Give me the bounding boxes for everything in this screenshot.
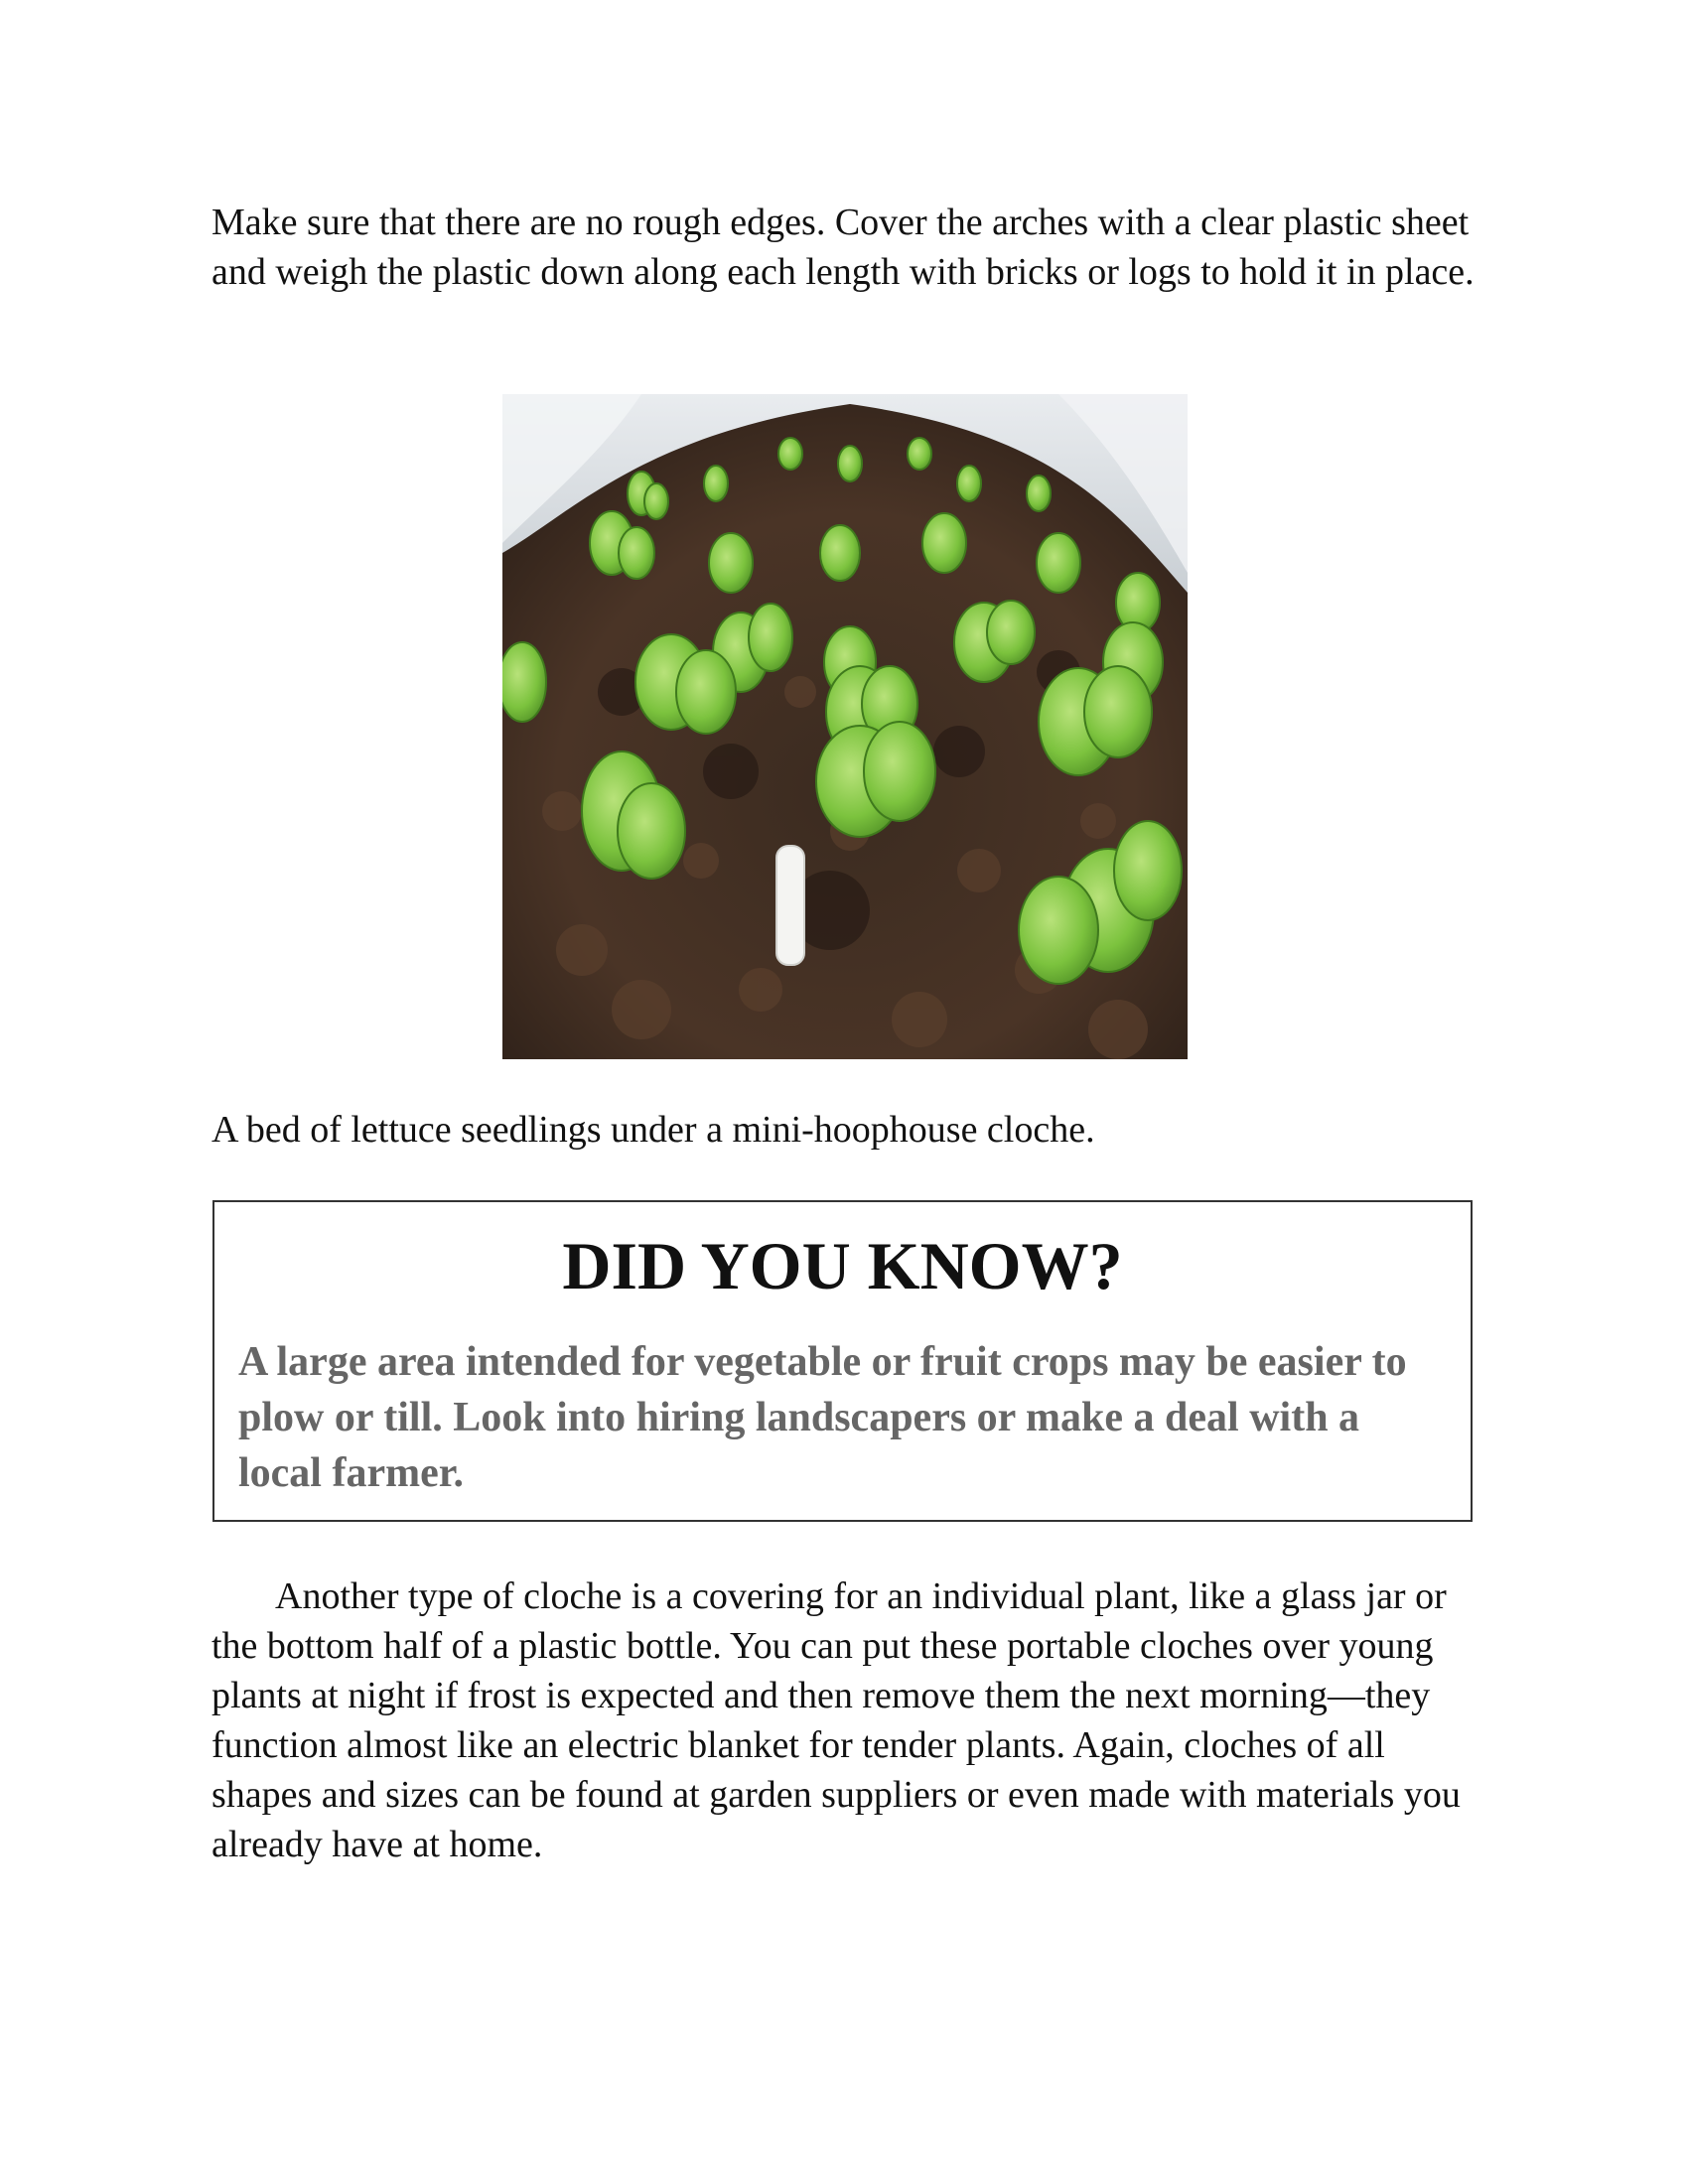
- did-you-know-body: A large area intended for vegetable or fruit crops may be easier to plow or till. Look into hiring landscapers or make a deal with a local farmer.: [238, 1339, 1407, 1496]
- did-you-know-box: [212, 1200, 1473, 1522]
- did-you-know-title: DID YOU KNOW?: [562, 1228, 1123, 1303]
- figure-caption: A bed of lettuce seedlings under a mini-hoophouse cloche.: [211, 1109, 1095, 1151]
- main-paragraph: Another type of cloche is a covering for an individual plant, like a glass jar or the bottom half of a plastic bottle. You can put these portable cloches over young plants at night if frost is expected and then remove them the next morning—they function almost like an electric blanket for tender plants. Again, cloches of all shapes and sizes can be found at garden suppliers or even made with materials you already have at home.: [211, 1575, 1461, 1865]
- intro-paragraph: Make sure that there are no rough edges. Cover the arches with a clear plastic sheet and weigh the plastic down along each length with bricks or logs to hold it in place.: [211, 202, 1475, 293]
- lettuce-seedlings-photo: [502, 394, 1188, 1059]
